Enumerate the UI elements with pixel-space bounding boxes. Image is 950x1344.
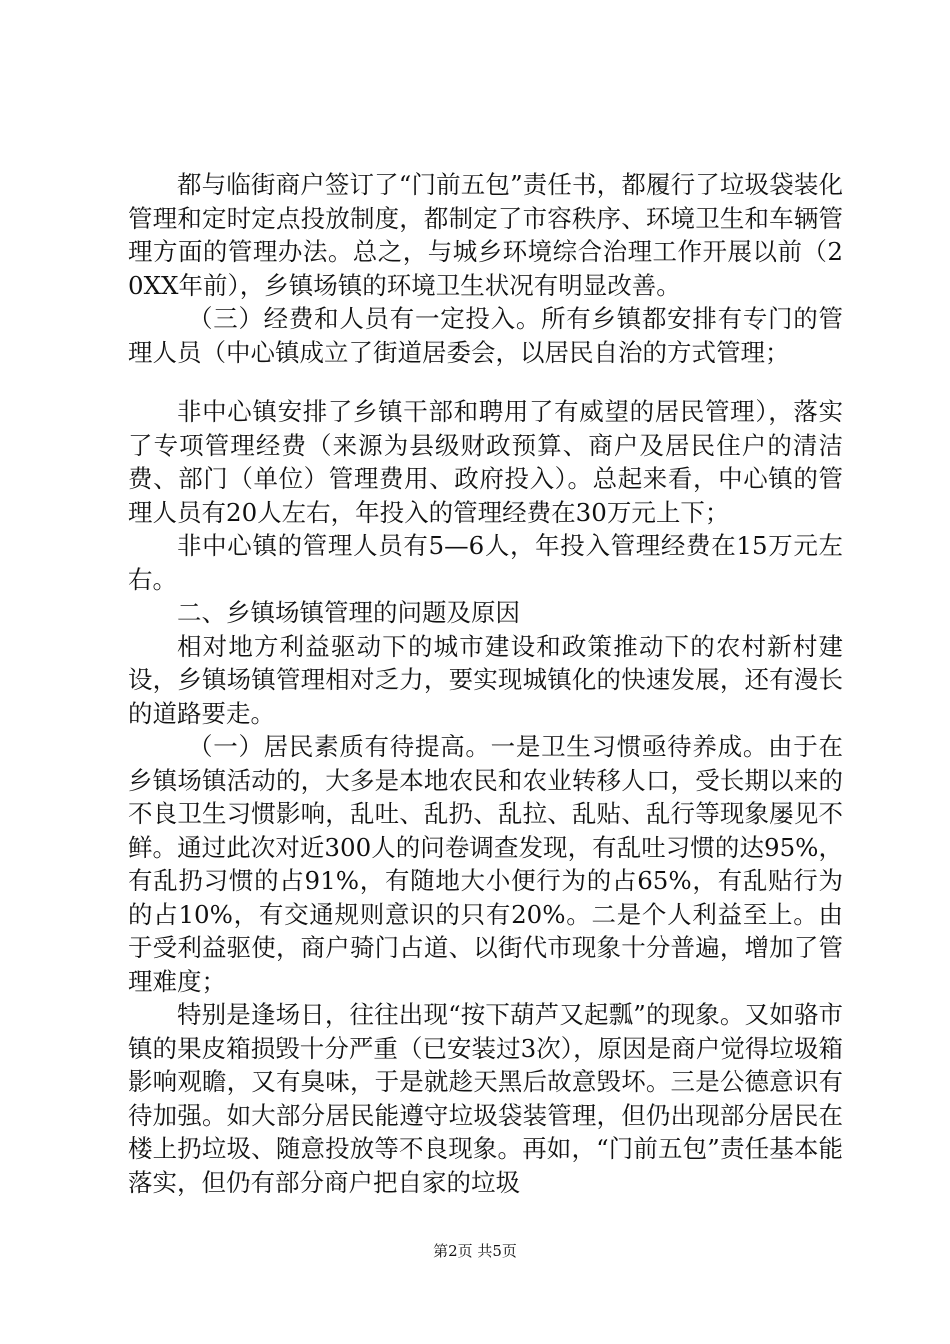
page-footer: 第2页 共5页 bbox=[433, 1242, 517, 1260]
section-heading-problems: 二、乡镇场镇管理的问题及原因 bbox=[177, 598, 520, 627]
paragraph-market-days: 特别是逢场日，往往出现“按下葫芦又起瓢”的现象。又如骆市镇的果皮箱损毁十分严重（已安装过3次），原因是商户觉得垃圾箱影响观瞻，又有臭味，于是就趁天黑后故意毁坏。三是公德意识有待加强。如大部分居民能遵守垃圾袋装管理，但仍出现部分居民在楼上扔垃圾、随意投放等不良现象。再如，“门前五包”责任基本能落实，但仍有部分商户把自家的垃圾 bbox=[128, 1000, 843, 1197]
paragraph-non-central-staff: 非中心镇的管理人员有5—6人，年投入管理经费在15万元左右。 bbox=[128, 531, 843, 594]
paragraph-resident-quality: （一）居民素质有待提高。一是卫生习惯亟待养成。由于在乡镇场镇活动的，大多是本地农民和农业转移人口，受长期以来的不良卫生习惯影响，乱吐、乱扔、乱拉、乱贴、乱行等现象屡见不鲜。通过此次对近300人的问卷调查发现，有乱吐习惯的达95%，有乱扔习惯的占91%，有随地大小便行为的占65%，有乱贴行为的占10%，有交通规则意识的只有20%。二是个人利益至上。由于受利益驱使，商户骑门占道、以街代市现象十分普遍，增加了管理难度； bbox=[128, 732, 843, 996]
document-body bbox=[128, 168, 843, 1199]
paragraph-funding-staffing: （三）经费和人员有一定投入。所有乡镇都安排有专门的管理人员（中心镇成立了街道居委会，以居民自治的方式管理； bbox=[128, 304, 843, 367]
paragraph-sanitation-improvement: 都与临街商户签订了“门前五包”责任书，都履行了垃圾袋装化管理和定时定点投放制度，都制定了市容秩序、环境卫生和车辆管理方面的管理办法。总之，与城乡环境综合治理工作开展以前（20XX年前），乡镇场镇的环境卫生状况有明显改善。 bbox=[128, 170, 843, 300]
paragraph-non-central-towns: 非中心镇安排了乡镇干部和聘用了有威望的居民管理），落实了专项管理经费（来源为县级财政预算、商户及居民住户的清洁费、部门（单位）管理费用、政府投入）。总起来看，中心镇的管理人员有20人左右，年投入的管理经费在30万元上下； bbox=[128, 397, 843, 527]
paragraph-urbanization: 相对地方利益驱动下的城市建设和政策推动下的农村新村建设，乡镇场镇管理相对乏力，要实现城镇化的快速发展，还有漫长的道路要走。 bbox=[128, 631, 843, 728]
